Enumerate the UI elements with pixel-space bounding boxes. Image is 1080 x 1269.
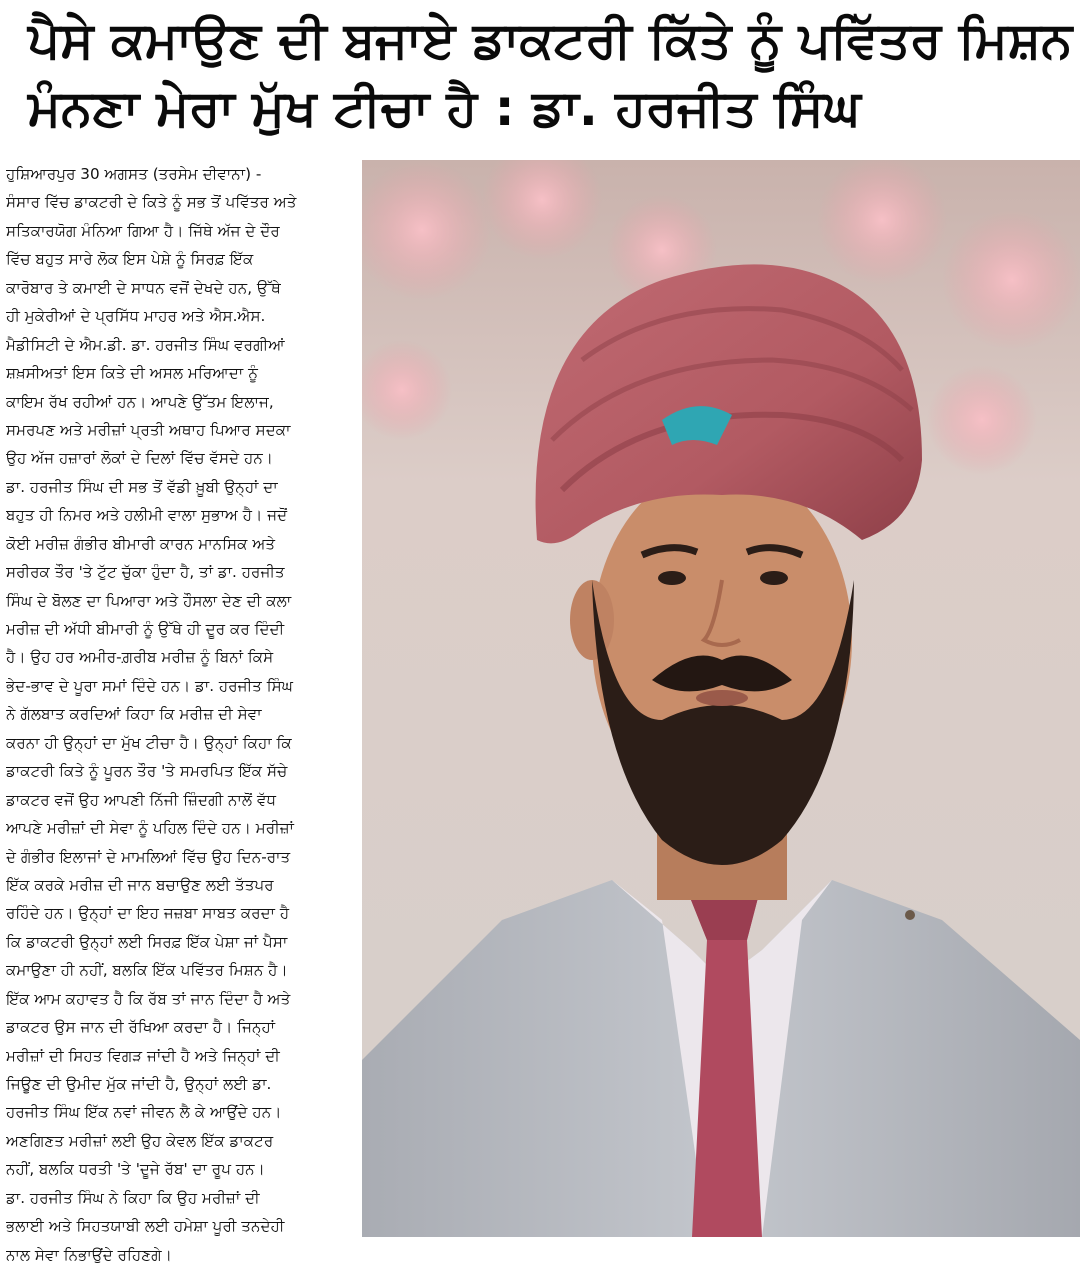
article-line: ਡਾ. ਹਰਜੀਤ ਸਿੰਘ ਦੀ ਸਭ ਤੋਂ ਵੱਡੀ ਖ਼ੂਬੀ ਉਨ੍ਹਾਂ ਦਾ xyxy=(6,477,278,496)
article-line: ਡਾਕਟਰ ਵਜੋਂ ਉਹ ਆਪਣੀ ਨਿੱਜੀ ਜ਼ਿੰਦਗੀ ਨਾਲੋਂ ਵੱਧ xyxy=(6,790,277,809)
article-line: ਦੇ ਗੰਭੀਰ ਇਲਾਜਾਂ ਦੇ ਮਾਮਲਿਆਂ ਵਿੱਚ ਉਹ ਦਿਨ-ਰਾਤ xyxy=(6,847,291,866)
article-line: ਸਮਰਪਣ ਅਤੇ ਮਰੀਜ਼ਾਂ ਪ੍ਰਤੀ ਅਥਾਹ ਪਿਆਰ ਸਦਕਾ xyxy=(6,420,291,439)
article-line: ਡਾਕਟਰੀ ਕਿਤੇ ਨੂੰ ਪੂਰਨ ਤੌਰ 'ਤੇ ਸਮਰਪਿਤ ਇੱਕ ਸੱਚੇ xyxy=(6,762,288,781)
left-eye xyxy=(658,571,686,585)
article-line: ਕਾਇਮ ਰੱਖ ਰਹੀਆਂ ਹਨ। ਆਪਣੇ ਉੱਤਮ ਇਲਾਜ, xyxy=(6,392,274,411)
headline-line-2: ਮੰਨਣਾ ਮੇਰਾ ਮੁੱਖ ਟੀਚਾ ਹੈ : ਡਾ. ਹਰਜੀਤ ਸਿੰਘ xyxy=(28,79,861,137)
article-line: ਕੋਈ ਮਰੀਜ਼ ਗੰਭੀਰ ਬੀਮਾਰੀ ਕਾਰਨ ਮਾਨਸਿਕ ਅਤੇ xyxy=(6,534,276,553)
article-line: ਜਿਊਣ ਦੀ ਉਮੀਦ ਮੁੱਕ ਜਾਂਦੀ ਹੈ, ਉਨ੍ਹਾਂ ਲਈ ਡਾ. xyxy=(6,1075,272,1093)
article-line: ਹੈ। ਉਹ ਹਰ ਅਮੀਰ-ਗ਼ਰੀਬ ਮਰੀਜ਼ ਨੂੰ ਬਿਨਾਂ ਕਿਸੇ xyxy=(6,648,274,667)
article-line: ਸਤਿਕਾਰਯੋਗ ਮੰਨਿਆ ਗਿਆ ਹੈ। ਜਿੱਥੇ ਅੱਜ ਦੇ ਦੌਰ xyxy=(6,221,280,240)
article-line: ਕਰਨਾ ਹੀ ਉਨ੍ਹਾਂ ਦਾ ਮੁੱਖ ਟੀਚਾ ਹੈ। ਉਨ੍ਹਾਂ ਕਿਹਾ ਕਿ xyxy=(6,733,292,752)
ear xyxy=(570,580,614,660)
headline xyxy=(28,6,1073,142)
article-line: ਡਾ. ਹਰਜੀਤ ਸਿੰਘ ਨੇ ਕਿਹਾ ਕਿ ਉਹ ਮਰੀਜ਼ਾਂ ਦੀ xyxy=(6,1188,260,1207)
article-line: ਭਲਾਈ ਅਤੇ ਸਿਹਤਯਾਬੀ ਲਈ ਹਮੇਸ਼ਾ ਪੂਰੀ ਤਨਦੇਹੀ xyxy=(6,1217,285,1236)
article-line: ਕਾਰੋਬਾਰ ਤੇ ਕਮਾਈ ਦੇ ਸਾਧਨ ਵਜੋਂ ਦੇਖਦੇ ਹਨ, ਉੱਥੇ xyxy=(6,278,281,297)
article-line: ਹੀ ਮੁਕੇਰੀਆਂ ਦੇ ਪ੍ਰਸਿੱਧ ਮਾਹਰ ਅਤੇ ਐਸ.ਐਸ. xyxy=(6,307,266,326)
article-line: ਸਿੰਘ ਦੇ ਬੋਲਣ ਦਾ ਪਿਆਰਾ ਅਤੇ ਹੌਸਲਾ ਦੇਣ ਦੀ ਕਲਾ xyxy=(6,591,292,610)
article-line: ਮਰੀਜ਼ਾਂ ਦੀ ਸਿਹਤ ਵਿਗੜ ਜਾਂਦੀ ਹੈ ਅਤੇ ਜਿਨ੍ਹਾਂ ਦੀ xyxy=(6,1046,280,1065)
article-line: ਹੁਸ਼ਿਆਰਪੁਰ 30 ਅਗਸਤ (ਤਰਸੇਮ ਦੀਵਾਨਾ) - xyxy=(6,165,262,183)
article-line: ਕਿ ਡਾਕਟਰੀ ਉਨ੍ਹਾਂ ਲਈ ਸਿਰਫ਼ ਇੱਕ ਪੇਸ਼ਾ ਜਾਂ ਪੈਸਾ xyxy=(6,932,288,951)
article-line: ਮਰੀਜ਼ ਦੀ ਅੱਧੀ ਬੀਮਾਰੀ ਨੂੰ ਉੱਥੇ ਹੀ ਦੂਰ ਕਰ ਦਿੰਦੀ xyxy=(6,620,285,638)
headline-line-1: ਪੈਸੇ ਕਮਾਉਣ ਦੀ ਬਜਾਏ ਡਾਕਟਰੀ ਕਿੱਤੇ ਨੂੰ ਪਵਿੱਤਰ ਮਿਸ਼ਨ xyxy=(28,11,1073,69)
article-line: ਵਿੱਚ ਬਹੁਤ ਸਾਰੇ ਲੋਕ ਇਸ ਪੇਸ਼ੇ ਨੂੰ ਸਿਰਫ਼ ਇੱਕ xyxy=(6,250,254,269)
article-line: ਡਾਕਟਰ ਉਸ ਜਾਨ ਦੀ ਰੱਖਿਆ ਕਰਦਾ ਹੈ। ਜਿਨ੍ਹਾਂ xyxy=(6,1018,276,1037)
article-line: ਸਰੀਰਕ ਤੌਰ 'ਤੇ ਟੁੱਟ ਚੁੱਕਾ ਹੁੰਦਾ ਹੈ, ਤਾਂ ਡਾ. ਹਰਜੀਤ xyxy=(6,563,285,582)
article-line: ਆਪਣੇ ਮਰੀਜ਼ਾਂ ਦੀ ਸੇਵਾ ਨੂੰ ਪਹਿਲ ਦਿੰਦੇ ਹਨ। ਮਰੀਜ਼ਾਂ xyxy=(6,819,294,838)
lips xyxy=(696,690,748,706)
article-line: ਕਮਾਉਣਾ ਹੀ ਨਹੀਂ, ਬਲਕਿ ਇੱਕ ਪਵਿੱਤਰ ਮਿਸ਼ਨ ਹੈ। xyxy=(6,961,288,980)
article-body xyxy=(6,160,356,1269)
article-line: ਭੇਦ-ਭਾਵ ਦੇ ਪੂਰਾ ਸਮਾਂ ਦਿੰਦੇ ਹਨ। ਡਾ. ਹਰਜੀਤ ਸਿੰਘ xyxy=(6,676,293,695)
article-line: ਬਹੁਤ ਹੀ ਨਿਮਰ ਅਤੇ ਹਲੀਮੀ ਵਾਲਾ ਸੁਭਾਅ ਹੈ। ਜਦੋਂ xyxy=(6,506,288,525)
article-line: ਸੰਸਾਰ ਵਿੱਚ ਡਾਕਟਰੀ ਦੇ ਕਿਤੇ ਨੂੰ ਸਭ ਤੋਂ ਪਵਿੱਤਰ ਅਤੇ xyxy=(6,193,297,212)
portrait-photo xyxy=(362,160,1080,1237)
right-eye xyxy=(760,571,788,585)
article-line: ਸ਼ਖ਼ਸੀਅਤਾਂ ਇਸ ਕਿਤੇ ਦੀ ਅਸਲ ਮਰਿਆਦਾ ਨੂੰ xyxy=(6,364,258,383)
article-line: ਹਰਜੀਤ ਸਿੰਘ ਇੱਕ ਨਵਾਂ ਜੀਵਨ ਲੈ ਕੇ ਆਉਂਦੇ ਹਨ। xyxy=(6,1103,282,1122)
portrait-illustration xyxy=(362,160,1080,1237)
article-line: ਇੱਕ ਕਰਕੇ ਮਰੀਜ਼ ਦੀ ਜਾਨ ਬਚਾਉਣ ਲਈ ਤੱਤਪਰ xyxy=(6,875,274,894)
lapel-pin xyxy=(905,910,915,920)
article-line: ਇੱਕ ਆਮ ਕਹਾਵਤ ਹੈ ਕਿ ਰੱਬ ਤਾਂ ਜਾਨ ਦਿੰਦਾ ਹੈ ਅਤੇ xyxy=(6,989,291,1008)
article-line: ਨੇ ਗੱਲਬਾਤ ਕਰਦਿਆਂ ਕਿਹਾ ਕਿ ਮਰੀਜ਼ ਦੀ ਸੇਵਾ xyxy=(6,705,262,724)
article-line: ਅਣਗਿਣਤ ਮਰੀਜ਼ਾਂ ਲਈ ਉਹ ਕੇਵਲ ਇੱਕ ਡਾਕਟਰ xyxy=(6,1131,274,1150)
article-line: ਮੈਡੀਸਿਟੀ ਦੇ ਐਮ.ਡੀ. ਡਾ. ਹਰਜੀਤ ਸਿੰਘ ਵਰਗੀਆਂ xyxy=(6,335,285,354)
article-line: ਨਾਲ ਸੇਵਾ ਨਿਭਾਉਂਦੇ ਰਹਿਣਗੇ। xyxy=(6,1245,172,1264)
article-line: ਨਹੀਂ, ਬਲਕਿ ਧਰਤੀ 'ਤੇ 'ਦੂਜੇ ਰੱਬ' ਦਾ ਰੂਪ ਹਨ। xyxy=(6,1160,265,1179)
article-line: ਰਹਿੰਦੇ ਹਨ। ਉਨ੍ਹਾਂ ਦਾ ਇਹ ਜਜ਼ਬਾ ਸਾਬਤ ਕਰਦਾ ਹੈ xyxy=(6,904,290,923)
article-line: ਉਹ ਅੱਜ ਹਜ਼ਾਰਾਂ ਲੋਕਾਂ ਦੇ ਦਿਲਾਂ ਵਿੱਚ ਵੱਸਦੇ ਹਨ। xyxy=(6,449,274,468)
